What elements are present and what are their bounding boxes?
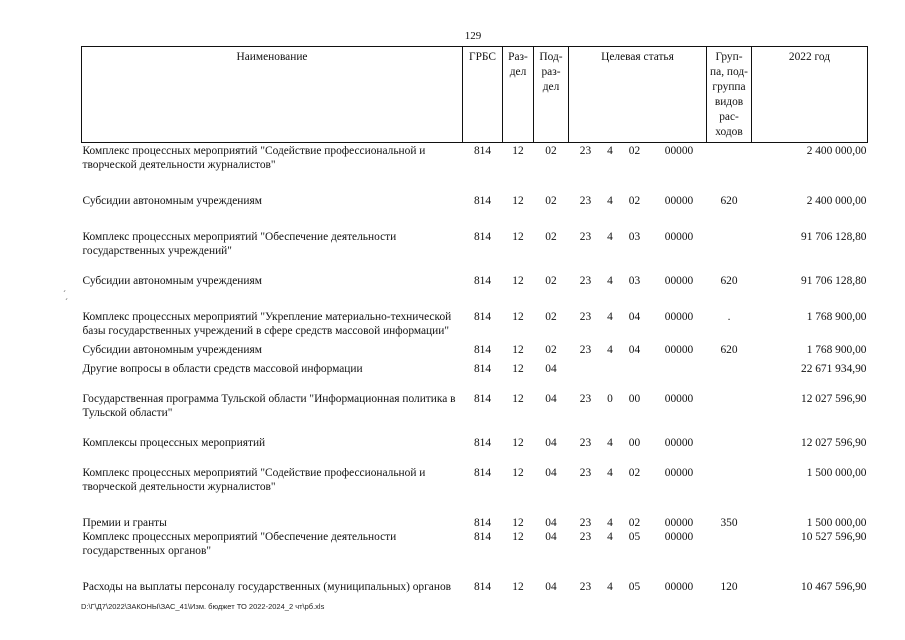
row-subsection-cell: 02: [545, 344, 557, 356]
header-expense-group: Груп- па, под- группа видов рас- ходов: [707, 47, 752, 143]
row-subsection-cell: 02: [545, 145, 557, 157]
row-amount-cell: 1 768 900,00: [806, 344, 867, 356]
file-path-footer: D:\Г\Д7\2022\ЗАКОНЫ\ЗАС_41\Изм. бюджет ТО 2022-2024_2 чт\рб.xls: [81, 602, 325, 611]
row-name-cell: Государственная программа Тульской области "Информационная политика в Тульской области": [82, 393, 456, 419]
row-target-direction-cell: 00000: [664, 231, 694, 243]
table-row: [82, 580, 868, 594]
row-target-subprogram-cell: 4: [607, 517, 613, 529]
row-target-subprogram-cell: 4: [607, 344, 613, 356]
row-target-program-cell: 23: [579, 344, 592, 356]
row-target-item-cell: 05: [628, 581, 641, 593]
row-target-item-cell: 02: [628, 467, 641, 479]
row-target-item-cell: 00: [628, 437, 641, 449]
row-target-subprogram-cell: 4: [607, 467, 613, 479]
row-target-program-cell: 23: [579, 393, 592, 405]
row-target-subprogram-cell: 4: [607, 581, 613, 593]
row-amount-cell: 12 027 596,90: [801, 393, 867, 405]
row-target-subprogram-cell: [603, 362, 618, 392]
row-target-program-cell: 23: [579, 231, 592, 243]
row-subsection-cell: 04: [545, 581, 557, 593]
table-body: [82, 143, 868, 595]
table-row: [82, 194, 868, 230]
row-grbs-cell: 814: [473, 344, 492, 356]
row-amount-cell: 12 027 596,90: [801, 437, 867, 449]
row-grbs-cell: 814: [473, 393, 492, 405]
row-section-cell: 12: [512, 195, 524, 207]
row-subsection-cell: 04: [545, 363, 557, 375]
row-subsection-cell: 04: [545, 517, 557, 529]
row-grbs-cell: 814: [473, 467, 492, 479]
row-target-item-cell: 02: [628, 145, 641, 157]
row-subsection-cell: 02: [545, 311, 557, 323]
row-amount-cell: 91 706 128,80: [801, 231, 867, 243]
row-subsection-cell: 04: [545, 393, 557, 405]
table-row: [82, 466, 868, 516]
row-amount-cell: 10 527 596,90: [801, 531, 867, 543]
row-grbs-cell: 814: [473, 437, 492, 449]
row-target-direction-cell: 00000: [664, 437, 694, 449]
row-section-cell: 12: [512, 275, 524, 287]
row-grbs-cell: 814: [473, 363, 492, 375]
row-target-direction-cell: 00000: [664, 145, 694, 157]
row-target-item-cell: 04: [628, 311, 641, 323]
row-grbs-cell: 814: [473, 581, 492, 593]
row-target-item-cell: 02: [628, 517, 641, 529]
row-grbs-cell: 814: [473, 231, 492, 243]
row-target-direction-cell: 00000: [664, 467, 694, 479]
row-name-cell: Комплексы процессных мероприятий: [82, 437, 266, 449]
row-name-cell: Субсидии автономным учреждениям: [82, 195, 262, 207]
row-target-direction-cell: 00000: [664, 531, 694, 543]
row-target-item-cell: [618, 362, 652, 392]
row-subsection-cell: 04: [545, 437, 557, 449]
table-row: [82, 530, 868, 580]
header-section: Раз- дел: [503, 47, 534, 143]
table-row: [82, 392, 868, 436]
row-target-direction-cell: 00000: [664, 195, 694, 207]
table-row: [82, 362, 868, 392]
row-expense-group-cell: [707, 230, 752, 274]
row-grbs-cell: 814: [473, 275, 492, 287]
table-row: [82, 436, 868, 466]
row-target-direction-cell: 00000: [664, 581, 694, 593]
row-section-cell: 12: [512, 231, 524, 243]
row-section-cell: 12: [512, 467, 524, 479]
row-target-program-cell: 23: [579, 437, 592, 449]
row-section-cell: 12: [512, 311, 524, 323]
row-name-cell: Другие вопросы в области средств массовой информации: [82, 363, 363, 375]
row-amount-cell: 22 671 934,90: [801, 363, 867, 375]
row-section-cell: 12: [512, 437, 524, 449]
row-target-subprogram-cell: 4: [607, 195, 613, 207]
row-section-cell: 12: [512, 344, 524, 356]
row-amount-cell: 91 706 128,80: [801, 275, 867, 287]
row-section-cell: 12: [512, 145, 524, 157]
row-grbs-cell: 814: [473, 311, 492, 323]
row-target-subprogram-cell: 4: [607, 231, 613, 243]
header-name: Наименование: [82, 47, 463, 143]
row-target-program-cell: 23: [579, 311, 592, 323]
header-year: 2022 год: [752, 47, 868, 143]
row-subsection-cell: 02: [545, 275, 557, 287]
row-target-direction-cell: 00000: [664, 393, 694, 405]
row-target-program-cell: 23: [579, 275, 592, 287]
table-row: [82, 230, 868, 274]
row-expense-group-cell: [707, 436, 752, 466]
row-name-cell: Расходы на выплаты персоналу государственных (муниципальных) органов: [82, 581, 452, 593]
budget-sheet: [81, 46, 867, 594]
header-target-article: Целевая статья: [569, 47, 707, 143]
row-amount-cell: 1 500 000,00: [806, 467, 867, 479]
row-target-program-cell: 23: [579, 145, 592, 157]
row-amount-cell: 1 500 000,00: [806, 517, 867, 529]
row-amount-cell: 1 768 900,00: [806, 311, 867, 323]
header-subsection: Под- раз- дел: [534, 47, 569, 143]
row-grbs-cell: 814: [473, 517, 492, 529]
row-target-program-cell: 23: [579, 531, 592, 543]
row-target-direction-cell: [652, 362, 707, 392]
row-target-subprogram-cell: 4: [607, 275, 613, 287]
row-target-direction-cell: 00000: [664, 344, 694, 356]
row-expense-group-cell: 620: [720, 275, 738, 287]
row-name-cell: Субсидии автономным учреждениям: [82, 344, 262, 356]
row-expense-group-cell: 120: [720, 581, 738, 593]
row-expense-group-cell: [707, 362, 752, 392]
row-subsection-cell: 04: [545, 531, 557, 543]
row-target-subprogram-cell: 4: [607, 145, 613, 157]
page-number: 129: [464, 30, 482, 42]
row-name-cell: Комплекс процессных мероприятий "Обеспечение деятельности государственных учреждений": [82, 231, 397, 257]
row-expense-group-cell: 620: [720, 195, 738, 207]
row-name-cell: Комплекс процессных мероприятий "Обеспечение деятельности государственных органов": [82, 531, 397, 557]
row-target-direction-cell: 00000: [664, 517, 694, 529]
row-grbs-cell: 814: [473, 531, 492, 543]
row-expense-group-cell: [707, 392, 752, 436]
table-row: [82, 310, 868, 343]
row-target-subprogram-cell: 4: [607, 437, 613, 449]
table-row: [82, 274, 868, 310]
row-name-cell: Субсидии автономным учреждениям: [82, 275, 262, 287]
row-target-program-cell: 23: [579, 195, 592, 207]
row-amount-cell: 10 467 596,90: [801, 581, 867, 593]
row-target-direction-cell: 00000: [664, 311, 694, 323]
row-section-cell: 12: [512, 531, 524, 543]
row-subsection-cell: 04: [545, 467, 557, 479]
row-name-cell: Комплекс процессных мероприятий "Содействие профессиональной и творческой деятельности журналистов": [82, 467, 426, 493]
row-target-item-cell: 03: [628, 275, 641, 287]
row-target-subprogram-cell: 4: [607, 531, 613, 543]
row-target-program-cell: [569, 362, 603, 392]
row-amount-cell: 2 400 000,00: [806, 195, 867, 207]
row-target-item-cell: 03: [628, 231, 641, 243]
row-expense-group-cell: 350: [720, 517, 738, 529]
table-row: [82, 343, 868, 362]
row-amount-cell: 2 400 000,00: [806, 145, 867, 157]
header-grbs: ГРБС: [463, 47, 503, 143]
row-name-cell: Комплекс процессных мероприятий "Содействие профессиональной и творческой деятельности журналистов": [82, 145, 426, 171]
row-section-cell: 12: [512, 581, 524, 593]
row-expense-group-cell: [707, 530, 752, 580]
row-expense-group-cell: [707, 143, 752, 195]
table-row: [82, 143, 868, 195]
row-section-cell: 12: [512, 393, 524, 405]
row-target-subprogram-cell: 0: [607, 393, 613, 405]
budget-table: [81, 46, 868, 594]
row-target-item-cell: 02: [628, 195, 641, 207]
table-row: [82, 516, 868, 530]
row-expense-group-cell: 620: [720, 344, 738, 356]
row-expense-group-cell: [707, 466, 752, 516]
margin-mark: ´: [65, 297, 68, 307]
row-name-cell: Премии и гранты: [82, 517, 167, 529]
row-expense-group-cell: .: [727, 311, 731, 323]
row-target-program-cell: 23: [579, 581, 592, 593]
row-target-direction-cell: 00000: [664, 275, 694, 287]
row-subsection-cell: 02: [545, 195, 557, 207]
row-name-cell: Комплекс процессных мероприятий "Укрепление материально-технической базы государственных учреждений в сфере средств массовой информации": [82, 311, 452, 337]
row-target-item-cell: 05: [628, 531, 641, 543]
row-target-subprogram-cell: 4: [607, 311, 613, 323]
row-section-cell: 12: [512, 517, 524, 529]
table-header-row: [82, 47, 868, 143]
row-grbs-cell: 814: [473, 145, 492, 157]
row-subsection-cell: 02: [545, 231, 557, 243]
row-target-program-cell: 23: [579, 467, 592, 479]
row-target-program-cell: 23: [579, 517, 592, 529]
margin-mark: ´: [63, 289, 66, 299]
row-grbs-cell: 814: [473, 195, 492, 207]
row-target-item-cell: 04: [628, 344, 641, 356]
row-target-item-cell: 00: [628, 393, 641, 405]
row-section-cell: 12: [512, 363, 524, 375]
